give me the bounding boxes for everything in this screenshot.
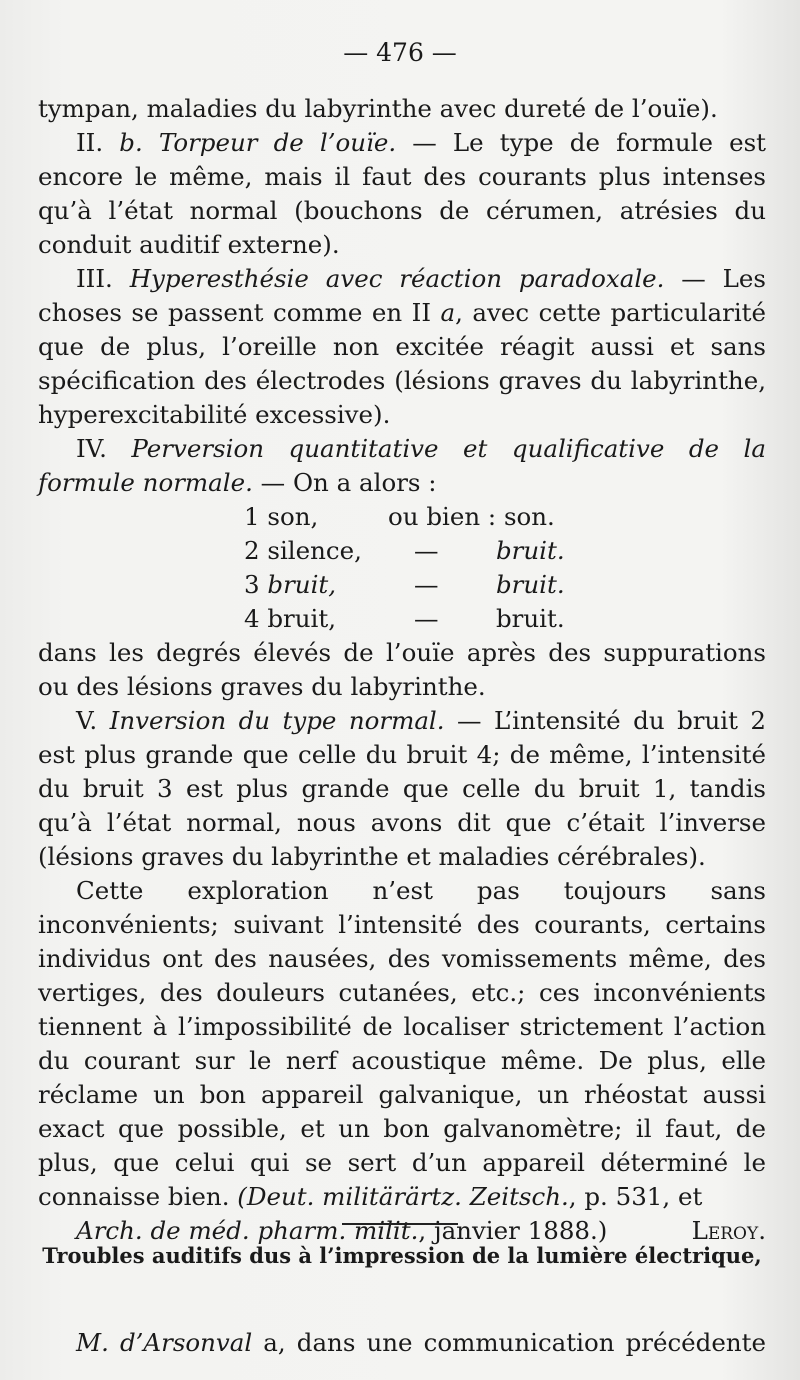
paragraph-suppurations xyxy=(38,636,766,704)
author-signature: Leroy. xyxy=(691,1216,766,1245)
paragraph-hyperesthesie xyxy=(38,262,766,432)
author-name: M. d’Arsonval xyxy=(76,1327,253,1357)
table-cell xyxy=(244,568,336,602)
paragraph-torpeur xyxy=(38,126,766,262)
table-cell: 2 silence, xyxy=(244,536,362,565)
table-row xyxy=(38,568,766,602)
table-cell: 4 bruit, xyxy=(244,604,337,633)
section-title: Perversion quantitative et qualificative de la formule normale. xyxy=(38,434,766,497)
italic-letter: a xyxy=(440,298,456,327)
section-label: II. xyxy=(76,128,120,157)
paragraph-text: — On a alors : xyxy=(252,468,437,497)
table-row xyxy=(38,534,766,568)
paragraph-text: — Les choses se passent comme en II xyxy=(38,264,766,327)
paragraph-text: dans les degrés élevés de l’ouïe après des suppurations ou des lésions graves du labyrinthe. xyxy=(38,638,766,701)
paragraph-text: — Le type de formule est encore le même, mais il faut des courants plus intenses qu’à l’état normal (bouchons de cérumen, atrésies du conduit auditif externe). xyxy=(38,128,767,259)
section-title: Inversion du type normal. xyxy=(109,706,445,735)
table-cell: — xyxy=(414,604,439,633)
table-cell: 1 son, xyxy=(244,502,319,531)
table-cell: — xyxy=(414,536,439,565)
table-cell: ou bien : son. xyxy=(388,502,555,531)
paragraph-perversion xyxy=(38,432,766,500)
paragraph-text: , janvier 1888.) xyxy=(418,1216,608,1245)
paragraph-exploration xyxy=(38,874,766,1214)
formula-table xyxy=(38,500,766,636)
paragraph-continuation xyxy=(38,92,766,126)
table-cell: — xyxy=(414,570,439,599)
table-cell: bruit. xyxy=(496,604,565,633)
row-number: 3 xyxy=(244,570,268,599)
paragraph-text: a, dans une communication précédente xyxy=(252,1327,766,1357)
italic-word: bruit, xyxy=(267,570,337,599)
page-number: — 476 — xyxy=(343,38,457,67)
section-title: Hyperesthésie avec réaction paradoxale. xyxy=(129,264,665,293)
text-line: tympan, maladies du labyrinthe avec dureté de l’ouïe). xyxy=(38,94,718,123)
section-title: b. Torpeur de l’ouïe. xyxy=(119,128,397,157)
section-label: V. xyxy=(76,706,110,735)
citation: Arch. de méd. pharm. milit. xyxy=(76,1216,419,1245)
paragraph-inversion xyxy=(38,704,766,874)
table-row xyxy=(38,602,766,636)
table-cell: bruit. xyxy=(496,536,565,565)
section-label: III. xyxy=(76,264,130,293)
table-row xyxy=(38,500,766,534)
body-text xyxy=(38,92,766,1248)
section-label: IV. xyxy=(76,434,132,463)
paragraph-arsonval xyxy=(38,1326,766,1360)
table-cell: bruit. xyxy=(496,570,565,599)
paragraph-text: , p. 531, et xyxy=(568,1182,703,1211)
paragraph-text: Cette exploration n’est pas toujours sans inconvénients; suivant l’intensité des courants, certains individus ont des nausées, des vomissements même, des vertiges, des douleurs cutanées, etc.; ces inconvénients tiennent à l’impossibilité de localiser strictement l’action du courant sur le nerf acoustique même. De plus, elle réclame un bon appareil galvanique, un rhéostat aussi exact que possible, et un bon galvanomètre; il faut, de plus, que celui qui se sert d’un appareil déterminé le connaisse bien. xyxy=(38,876,766,1211)
section-heading: Troubles auditifs dus à l’impression de la lumière électrique, xyxy=(42,1243,762,1268)
paragraph-text: , avec cette particularité que de plus, l’oreille non excitée réagit aussi et sans spécification des électrodes (lésions graves du labyrinthe, hyperexcitabilité excessive). xyxy=(38,298,767,429)
section-divider xyxy=(342,1223,458,1225)
paragraph-text: — L’intensité du bruit 2 est plus grande que celle du bruit 4; de même, l’intensité du bruit 3 est plus grande que celle du bruit 1, tandis qu’à l’état normal, nous avons dit que c’était l’inverse (lésions graves du labyrinthe et maladies cérébrales). xyxy=(38,706,766,871)
citation: (Deut. militärärtz. Zeitsch. xyxy=(237,1182,569,1211)
